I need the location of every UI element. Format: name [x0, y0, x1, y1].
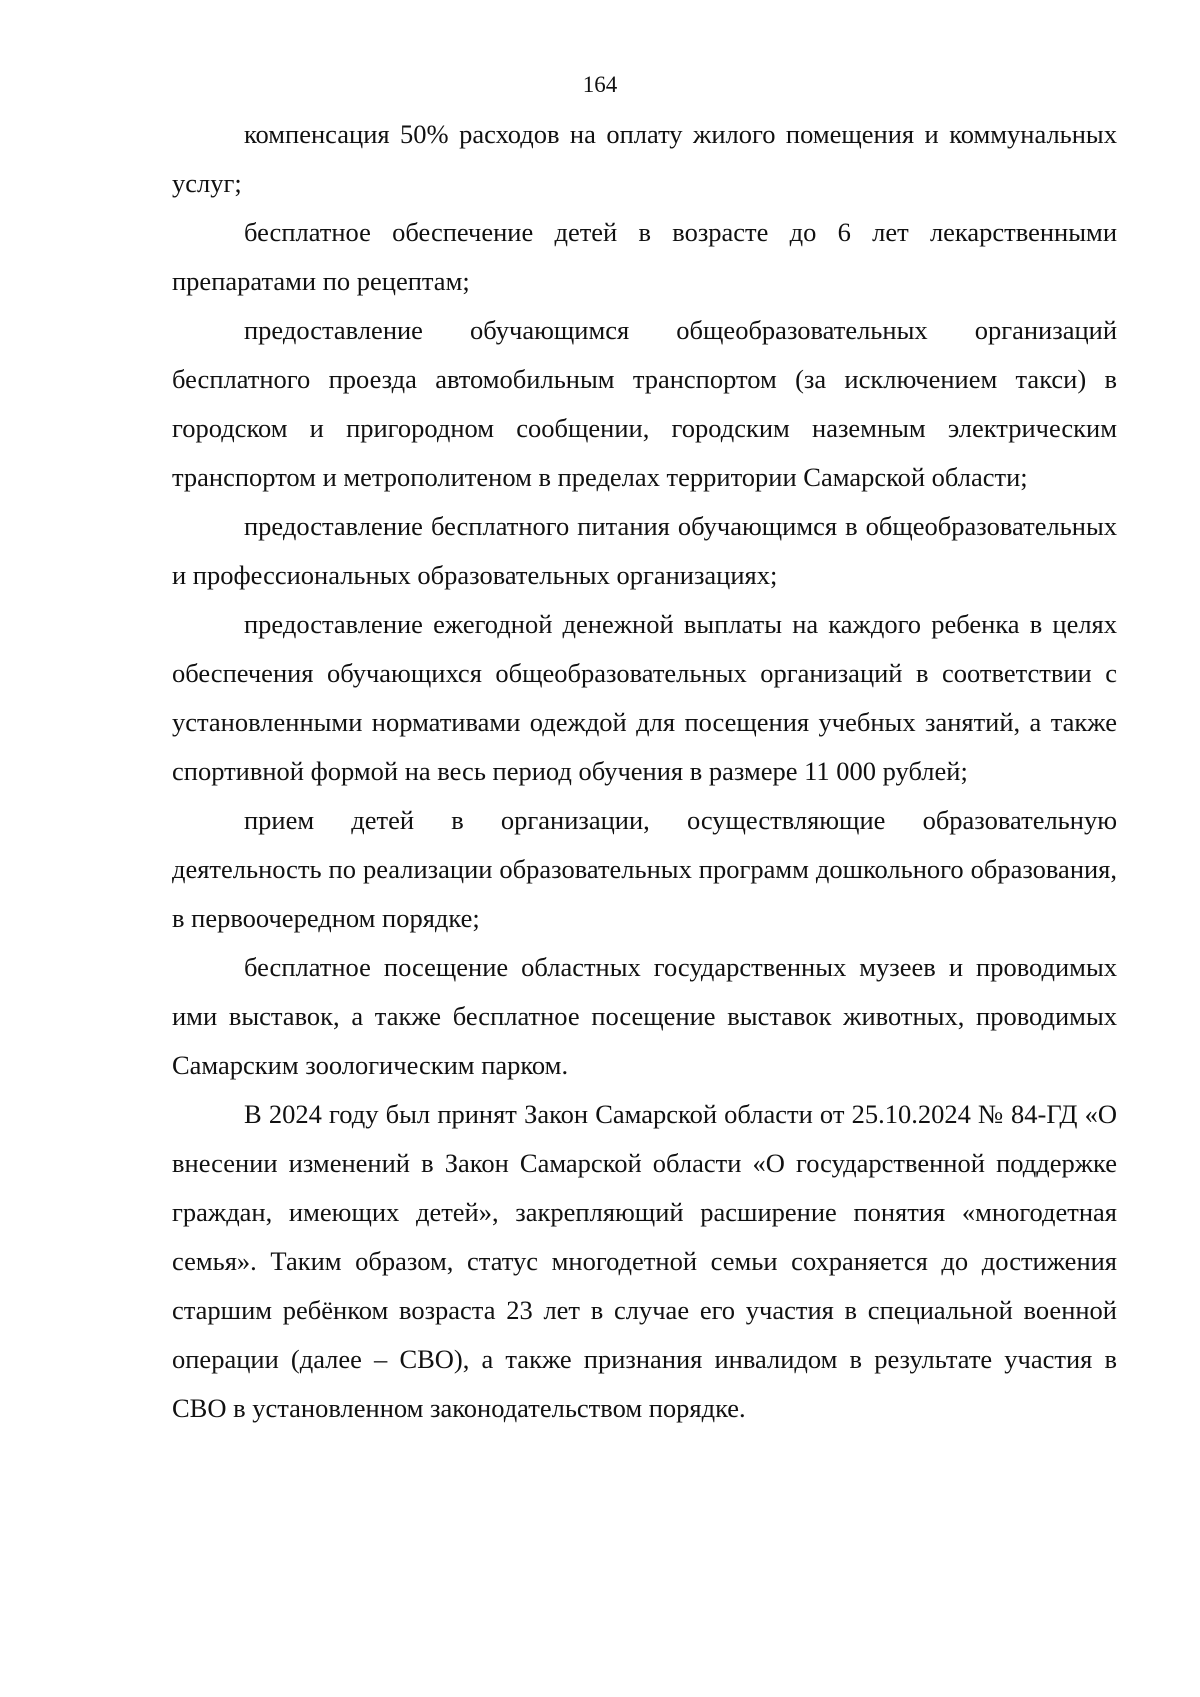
page-number: 164 [582, 72, 618, 97]
paragraph-housing-compensation: компенсация 50% расходов на оплату жилого помещения и коммунальных услуг; [172, 119, 1117, 198]
paragraph-law-2024: В 2024 году был принят Закон Самарской области от 25.10.2024 № 84-ГД «О внесении изменений в Закон Самарской области «О государственной поддержке граждан, имеющих детей», закрепляющий расширение понятия «многодетная семья». Таким образом, статус многодетной семьи сохраняется до достижения старшим ребёнком возраста 23 лет в случае его участия в специальной военной операции (далее – СВО), а также признания инвалидом в результате участия в СВО в установленном законодательством порядке. [172, 1099, 1117, 1423]
paragraph-annual-payment: предоставление ежегодной денежной выплаты на каждого ребенка в целях обеспечения обучающихся общеобразовательных организаций в соответствии с установленными нормативами одеждой для посещения учебных занятий, а также спортивной формой на весь период обучения в размере 11 000 рублей; [172, 609, 1117, 786]
paragraph-free-museums: бесплатное посещение областных государственных музеев и проводимых ими выставок, а также бесплатное посещение выставок животных, проводимых Самарским зоологическим парком. [172, 952, 1117, 1080]
paragraph-preschool-admission: прием детей в организации, осуществляющие образовательную деятельность по реализации образовательных программ дошкольного образования, в первоочередном порядке; [172, 805, 1117, 933]
document-body [172, 110, 1117, 1433]
paragraph-free-meals: предоставление бесплатного питания обучающимся в общеобразовательных и профессиональных образовательных организациях; [172, 511, 1117, 590]
paragraph-free-transport: предоставление обучающимся общеобразовательных организаций бесплатного проезда автомобильным транспортом (за исключением такси) в городском и пригородном сообщении, городским наземным электрическим транспортом и метрополитеном в пределах территории Самарской области; [172, 315, 1117, 492]
paragraph-free-medicines: бесплатное обеспечение детей в возрасте до 6 лет лекарственными препаратами по рецептам; [172, 217, 1117, 296]
